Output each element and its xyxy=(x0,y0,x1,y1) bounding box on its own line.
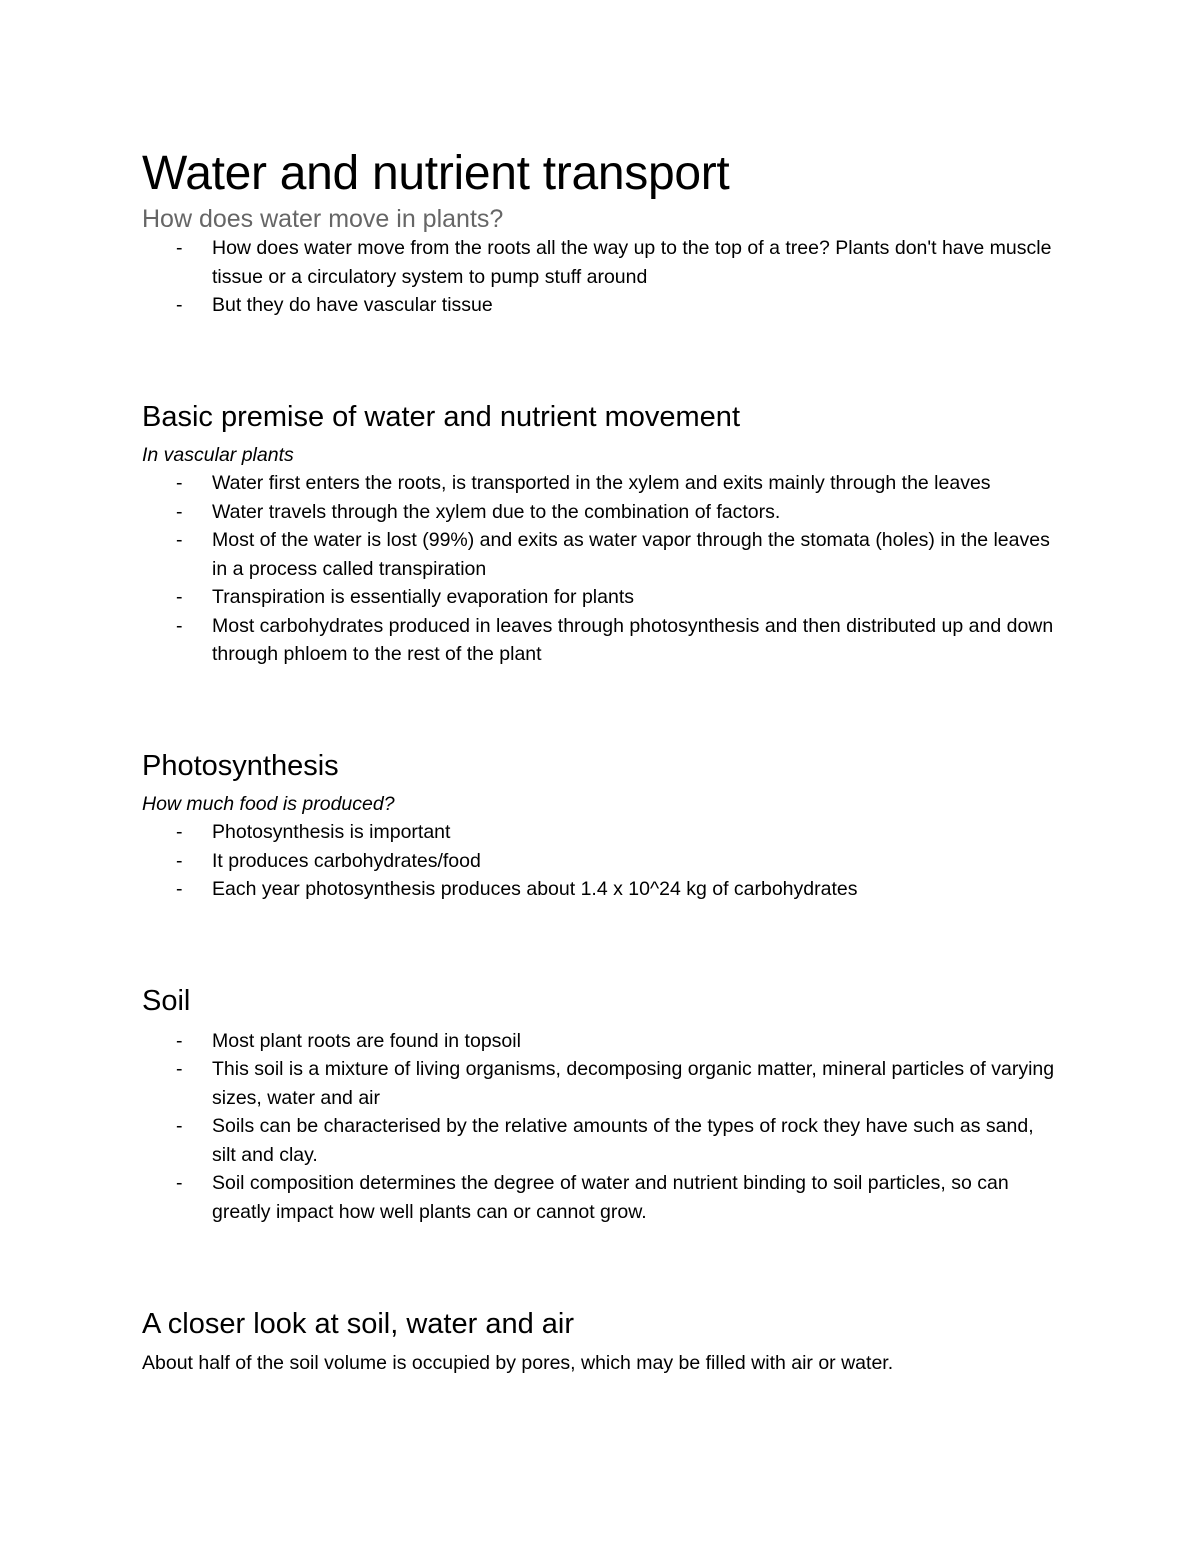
list-item xyxy=(142,818,1062,847)
section-heading: Soil xyxy=(142,984,191,1017)
section-heading: A closer look at soil, water and air xyxy=(142,1308,574,1340)
bullet-dash: - xyxy=(176,529,183,551)
list-item-text: Soil composition determines the degree of water and nutrient binding to soil particles, so can greatly impact how well plants can or cannot grow. xyxy=(212,1172,1009,1223)
list-item xyxy=(142,234,1062,291)
section-lead: How much food is produced? xyxy=(142,792,395,815)
list-item-text: Water first enters the roots, is transported in the xylem and exits mainly through the leaves xyxy=(212,472,991,494)
bullet-dash: - xyxy=(176,821,183,843)
list-item-text: Transpiration is essentially evaporation for plants xyxy=(212,586,634,608)
list-item-text: Each year photosynthesis produces about 1.4 x 10^24 kg of carbohydrates xyxy=(212,878,858,900)
list-item xyxy=(142,583,1062,612)
document-title: Water and nutrient transport xyxy=(142,147,730,200)
list-item-text: How does water move from the roots all the way up to the top of a tree? Plants don't have muscle tissue or a circulatory system to pump stuff around xyxy=(212,237,1052,288)
bullet-dash: - xyxy=(176,500,183,523)
document-subtitle: How does water move in plants? xyxy=(142,205,504,233)
list-item xyxy=(142,291,1062,320)
section-basic-premise xyxy=(142,399,1062,669)
list-item-text: But they do have vascular tissue xyxy=(212,294,493,316)
list-item xyxy=(142,469,1062,498)
section-list xyxy=(142,818,1062,904)
section-heading: Photosynthesis xyxy=(142,749,339,782)
list-item xyxy=(142,1027,1062,1056)
intro-list xyxy=(142,234,1062,320)
list-item-text: Most plant roots are found in topsoil xyxy=(212,1029,521,1052)
bullet-dash: - xyxy=(176,1029,183,1052)
list-item xyxy=(142,1112,1062,1169)
section-paragraph: About half of the soil volume is occupied by pores, which may be filled with air or water. xyxy=(142,1352,894,1374)
list-item xyxy=(142,1055,1062,1112)
section-heading: Basic premise of water and nutrient movement xyxy=(142,400,740,433)
bullet-dash: - xyxy=(176,472,183,494)
list-item-text: Water travels through the xylem due to the combination of factors. xyxy=(212,500,781,523)
list-item xyxy=(142,526,1062,583)
list-item xyxy=(142,498,1062,527)
document-page xyxy=(142,146,1062,1378)
bullet-dash: - xyxy=(176,586,183,608)
bullet-dash: - xyxy=(176,1115,183,1137)
bullet-dash: - xyxy=(176,878,183,900)
list-item xyxy=(142,1169,1062,1226)
section-list xyxy=(142,1027,1062,1227)
section-photosynthesis xyxy=(142,748,1062,904)
list-item-text: Most of the water is lost (99%) and exits as water vapor through the stomata (holes) in the leaves in a process called transpiration xyxy=(212,529,1050,580)
bullet-dash: - xyxy=(176,1172,183,1194)
section-soil xyxy=(142,983,1062,1227)
list-item-text: This soil is a mixture of living organisms, decomposing organic matter, mineral particles of varying sizes, water and air xyxy=(212,1058,1055,1109)
list-item-text: Photosynthesis is important xyxy=(212,821,451,843)
bullet-dash: - xyxy=(176,614,183,637)
list-item-text: It produces carbohydrates/food xyxy=(212,849,481,872)
bullet-dash: - xyxy=(176,294,183,316)
section-closer-look xyxy=(142,1306,1062,1378)
list-item-text: Most carbohydrates produced in leaves through photosynthesis and then distributed up and down through phloem to the rest of the plant xyxy=(212,614,1054,665)
section-lead: In vascular plants xyxy=(142,443,294,466)
bullet-dash: - xyxy=(176,849,183,872)
list-item-text: Soils can be characterised by the relative amounts of the types of rock they have such as sand, silt and clay. xyxy=(212,1115,1034,1166)
list-item xyxy=(142,612,1062,669)
section-list xyxy=(142,469,1062,669)
list-item xyxy=(142,875,1062,904)
list-item xyxy=(142,847,1062,876)
bullet-dash: - xyxy=(176,1058,183,1080)
bullet-dash: - xyxy=(176,237,183,259)
